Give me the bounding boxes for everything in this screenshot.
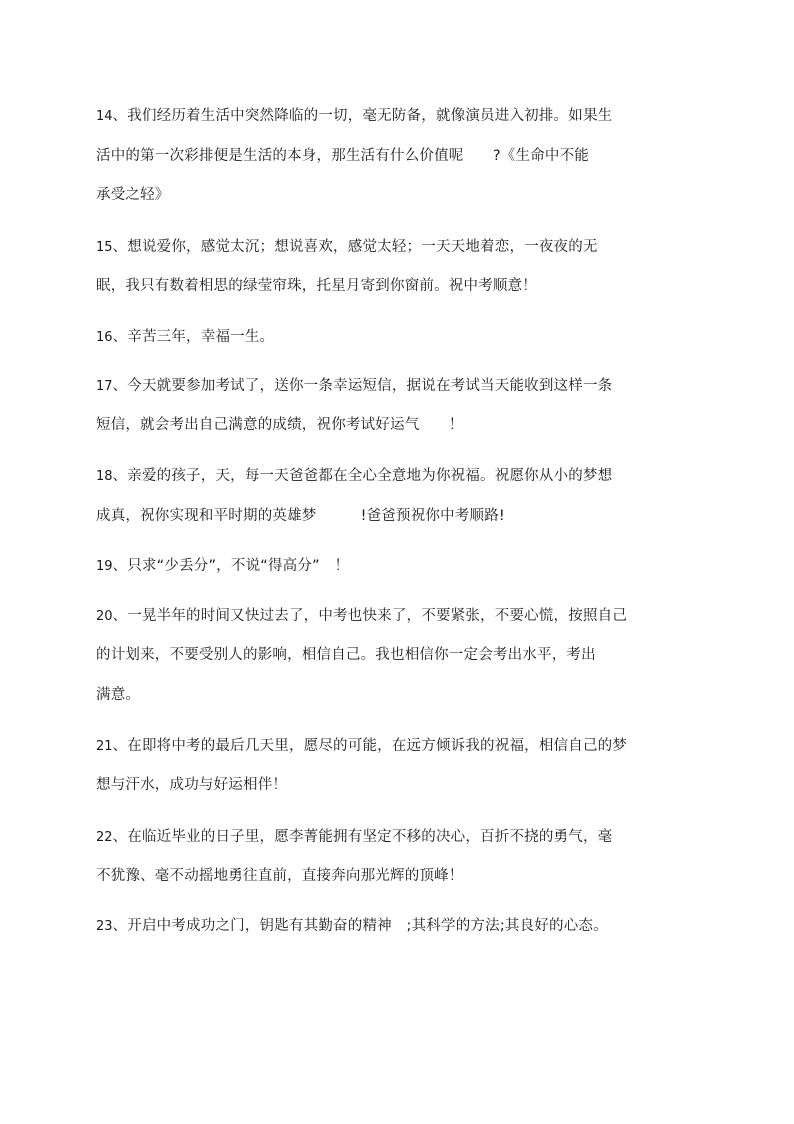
text-line [96,327,274,348]
line-text: 眠，我只有数着相思的绿莹帘珠，托星月寄到你窗前。祝中考顺意！ [96,278,537,294]
item-number: 20 [96,609,113,624]
line-text: 短信，就会考出自己满意的成绩，祝你考试好运气 ！ [96,417,464,433]
line-text: 、开启中考成功之门，钥匙有其勤奋的精神 ;其科学的方法;其良好的心态。 [112,918,608,934]
text-line [96,916,608,937]
text-line [96,685,140,705]
line-text: 、想说爱你，感觉太沉；想说喜欢，感觉太轻；一天天地着恋，一夜夜的无 [112,239,598,255]
line-text: 承受之轻》 [96,187,170,203]
line-text: 的计划来，不要受别人的影响，相信自己。我也相信你一定会考出水平，考出 [96,647,596,663]
item-number: 17 [96,379,113,394]
line-text: 活中的第一次彩排便是生活的本身，那生活有什么价值呢 ?《生命中不能 [96,148,589,164]
line-text: 想与汗水，成功与好运相伴！ [96,777,288,793]
line-text: 、辛苦三年，幸福一生。 [112,329,275,345]
text-line [96,276,537,296]
line-text: 、亲爱的孩子，天，每一天爸爸都在全心全意地为你祝福。祝愿你从小的梦想 [112,468,613,484]
item-number: 14 [96,109,113,124]
text-line [96,106,612,127]
line-text: 、在即将中考的最后几天里，愿尽的可能，在远方倾诉我的祝福，相信自己的梦 [112,738,628,754]
line-text: 、在临近毕业的日子里，愿李菁能拥有坚定不移的决心，百折不挠的勇气，毫 [112,829,613,845]
item-number: 22 [96,830,113,845]
text-line [96,146,589,166]
line-text: 满意。 [96,687,141,703]
item-number: 16 [96,330,113,345]
line-text: 成真，祝你实现和平时期的英雄梦 !爸爸预祝你中考顺路! [96,508,505,524]
text-line [96,237,598,258]
text-line [96,466,612,487]
line-text: 、只求“少丢分”，不说“得高分” ！ [112,558,350,574]
item-number: 21 [96,739,113,754]
item-number: 18 [96,469,113,484]
text-line [96,866,464,886]
item-number: 19 [96,559,113,574]
text-line [96,736,627,757]
line-text: 、我们经历着生活中突然降临的一切，毫无防备，就像演员进入初排。如果生 [112,108,613,124]
item-number: 23 [96,919,113,934]
text-line [96,775,287,795]
line-text: 、今天就要参加考试了，送你一条幸运短信，据说在考试当天能收到这样一条 [112,378,613,394]
text-line [96,827,612,848]
line-text: 不犹豫、毫不动摇地勇往直前，直接奔向那光辉的顶峰！ [96,868,464,884]
text-line [96,645,596,665]
text-line [96,556,349,577]
text-line [96,606,627,627]
text-line [96,185,170,205]
line-text: 、一晃半年的时间又快过去了，中考也快来了，不要紧张，不要心慌，按照自己 [112,608,628,624]
item-number: 15 [96,240,113,255]
text-line [96,376,612,397]
text-line [96,506,505,526]
text-line [96,415,464,435]
